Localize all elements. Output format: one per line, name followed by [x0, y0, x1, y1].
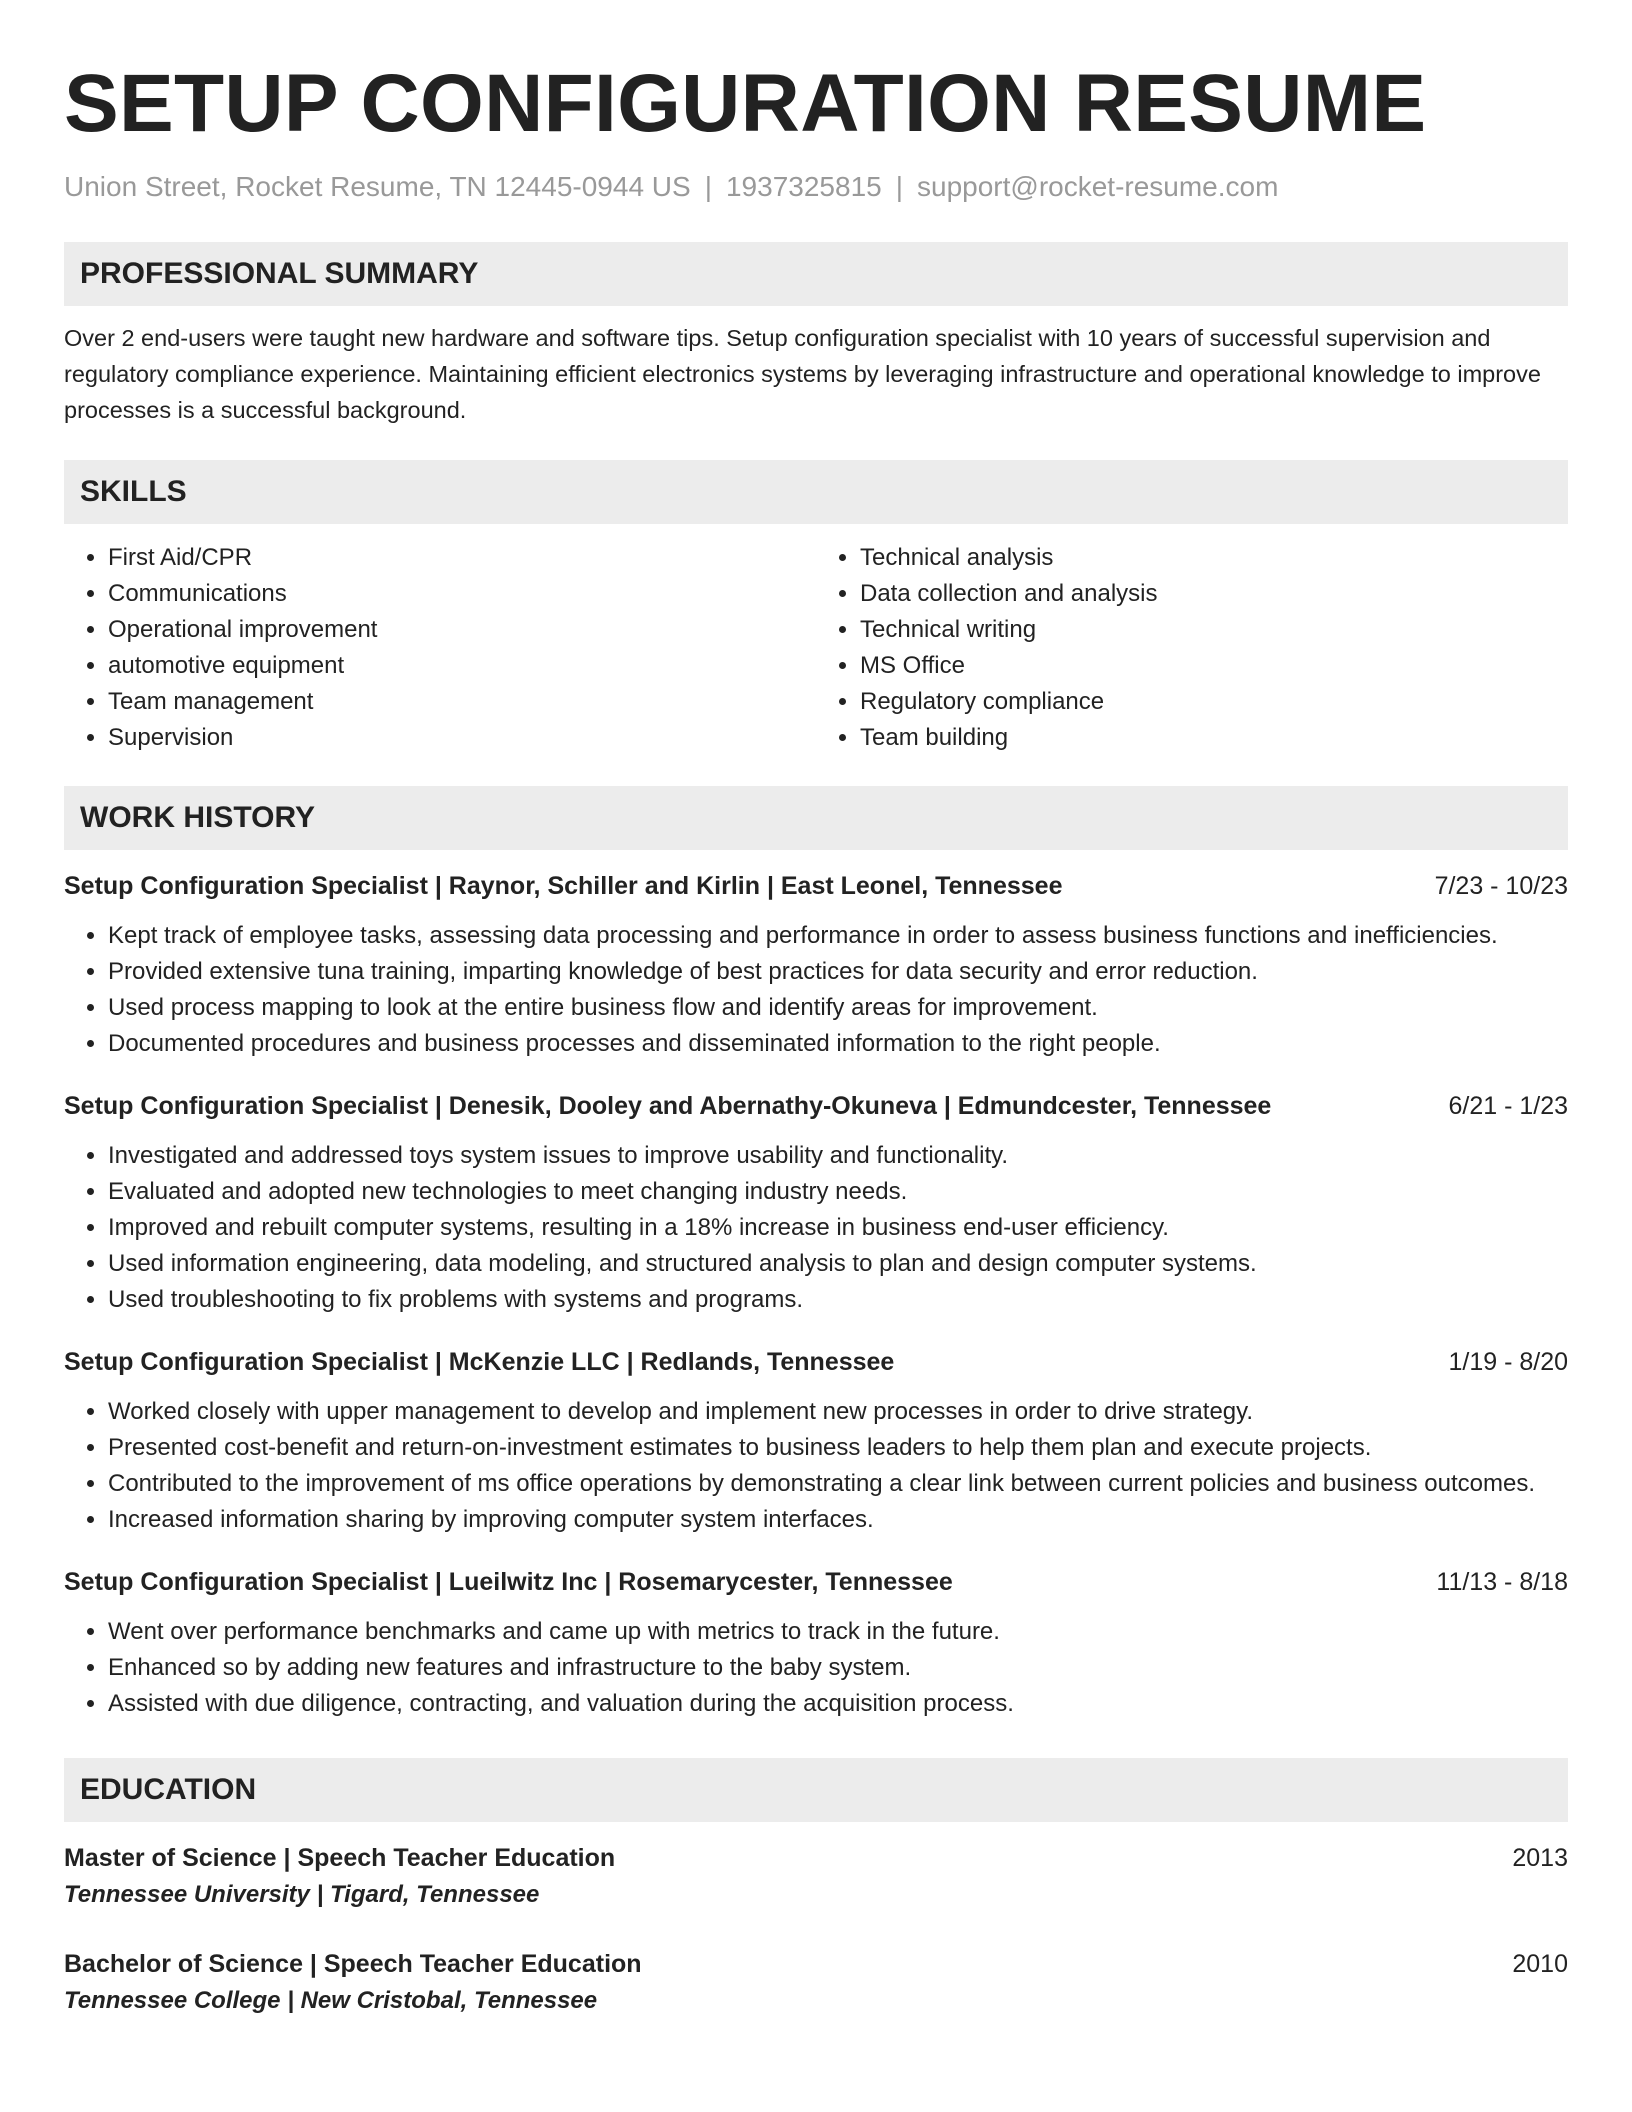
- summary-text: Over 2 end-users were taught new hardware and software tips. Setup configuration specialist with 10 years of successful supervision and regulatory compliance experience. Maintaining efficient electronics systems by leveraging infrastructure and operational knowledge to improve processes is a successful background.: [64, 325, 1541, 423]
- skill-item: • Technical analysis: [860, 540, 1568, 576]
- contact-address: Union Street, Rocket Resume, TN 12445-0944 US: [64, 171, 691, 202]
- skill-item: • Operational improvement: [108, 612, 816, 648]
- resume-title: SETUP CONFIGURATION RESUME: [64, 58, 1427, 149]
- skills-heading: SKILLS: [64, 460, 1568, 524]
- job-bullet: • Used process mapping to look at the entire business flow and identify areas for improvement.: [108, 990, 1568, 1026]
- summary-heading: PROFESSIONAL SUMMARY: [64, 242, 1568, 306]
- job-bullet: • Assisted with due diligence, contracting, and valuation during the acquisition process.: [108, 1686, 1568, 1722]
- job-bullet: • Presented cost-benefit and return-on-investment estimates to business leaders to help them plan and execute projects.: [108, 1430, 1568, 1466]
- education-degree: Master of Science | Speech Teacher Education: [64, 1844, 616, 1872]
- job-bullets: [64, 1614, 1568, 1722]
- education-degree: Bachelor of Science | Speech Teacher Education: [64, 1950, 642, 1978]
- job-dates: 6/21 - 1/23: [1448, 1092, 1568, 1120]
- job-bullet: • Increased information sharing by improving computer system interfaces.: [108, 1502, 1568, 1538]
- job-bullet: • Evaluated and adopted new technologies to meet changing industry needs.: [108, 1174, 1568, 1210]
- job-bullet: • Used troubleshooting to fix problems with systems and programs.: [108, 1282, 1568, 1318]
- skill-item: • Supervision: [108, 720, 816, 756]
- job-dates: 7/23 - 10/23: [1434, 872, 1568, 900]
- job-bullets: [64, 918, 1568, 1062]
- contact-separator: |: [895, 171, 903, 202]
- job-bullet: • Worked closely with upper management to develop and implement new processes in order to drive strategy.: [108, 1394, 1568, 1430]
- skill-item: • Technical writing: [860, 612, 1568, 648]
- skill-item: • MS Office: [860, 648, 1568, 684]
- skills-column-left: [64, 540, 816, 756]
- skill-item: • Team building: [860, 720, 1568, 756]
- education-heading: EDUCATION: [64, 1758, 1568, 1822]
- job-title: Setup Configuration Specialist | Denesik, Dooley and Abernathy-Okuneva | Edmundcester, Tennessee: [64, 1092, 1272, 1120]
- job-bullet: • Documented procedures and business processes and disseminated information to the right people.: [108, 1026, 1568, 1062]
- work-history-heading: WORK HISTORY: [64, 786, 1568, 850]
- contact-phone: 1937325815: [725, 171, 882, 202]
- job-bullet: • Enhanced so by adding new features and infrastructure to the baby system.: [108, 1650, 1568, 1686]
- education-entry: [64, 1840, 1568, 1914]
- job-bullet: • Kept track of employee tasks, assessing data processing and performance in order to assess business functions and inefficiencies.: [108, 918, 1568, 954]
- skills-list: [64, 540, 1568, 756]
- education-school: Tennessee University | Tigard, Tennessee: [64, 1881, 540, 1908]
- education-year: 2013: [1512, 1844, 1568, 1872]
- contact-line: [64, 170, 1568, 204]
- education-year: 2010: [1512, 1950, 1568, 1978]
- job-entry: [64, 1564, 1568, 1722]
- job-bullets: [64, 1138, 1568, 1318]
- job-entry: [64, 1344, 1568, 1538]
- job-dates: 11/13 - 8/18: [1436, 1568, 1568, 1596]
- skills-column-right: [816, 540, 1568, 756]
- contact-separator: |: [704, 171, 712, 202]
- job-bullet: • Used information engineering, data modeling, and structured analysis to plan and design computer systems.: [108, 1246, 1568, 1282]
- job-bullet: • Provided extensive tuna training, imparting knowledge of best practices for data security and error reduction.: [108, 954, 1568, 990]
- skill-item: • Regulatory compliance: [860, 684, 1568, 720]
- job-title: Setup Configuration Specialist | Raynor, Schiller and Kirlin | East Leonel, Tennessee: [64, 872, 1063, 900]
- job-bullet: • Went over performance benchmarks and came up with metrics to track in the future.: [108, 1614, 1568, 1650]
- job-title: Setup Configuration Specialist | Lueilwitz Inc | Rosemarycester, Tennessee: [64, 1568, 953, 1596]
- job-bullets: [64, 1394, 1568, 1538]
- skill-item: • Communications: [108, 576, 816, 612]
- education-school: Tennessee College | New Cristobal, Tennessee: [64, 1987, 598, 2014]
- contact-email: support@rocket-resume.com: [917, 171, 1279, 202]
- job-title: Setup Configuration Specialist | McKenzie LLC | Redlands, Tennessee: [64, 1348, 895, 1376]
- job-entry: [64, 1088, 1568, 1318]
- job-bullet: • Improved and rebuilt computer systems, resulting in a 18% increase in business end-user efficiency.: [108, 1210, 1568, 1246]
- job-entry: [64, 868, 1568, 1062]
- skill-item: • Data collection and analysis: [860, 576, 1568, 612]
- skill-item: • Team management: [108, 684, 816, 720]
- education-entry: [64, 1946, 1568, 2020]
- job-dates: 1/19 - 8/20: [1448, 1348, 1568, 1376]
- skill-item: • automotive equipment: [108, 648, 816, 684]
- job-bullet: • Investigated and addressed toys system issues to improve usability and functionality.: [108, 1138, 1568, 1174]
- job-bullet: • Contributed to the improvement of ms office operations by demonstrating a clear link between current policies and business outcomes.: [108, 1466, 1568, 1502]
- skill-item: • First Aid/CPR: [108, 540, 816, 576]
